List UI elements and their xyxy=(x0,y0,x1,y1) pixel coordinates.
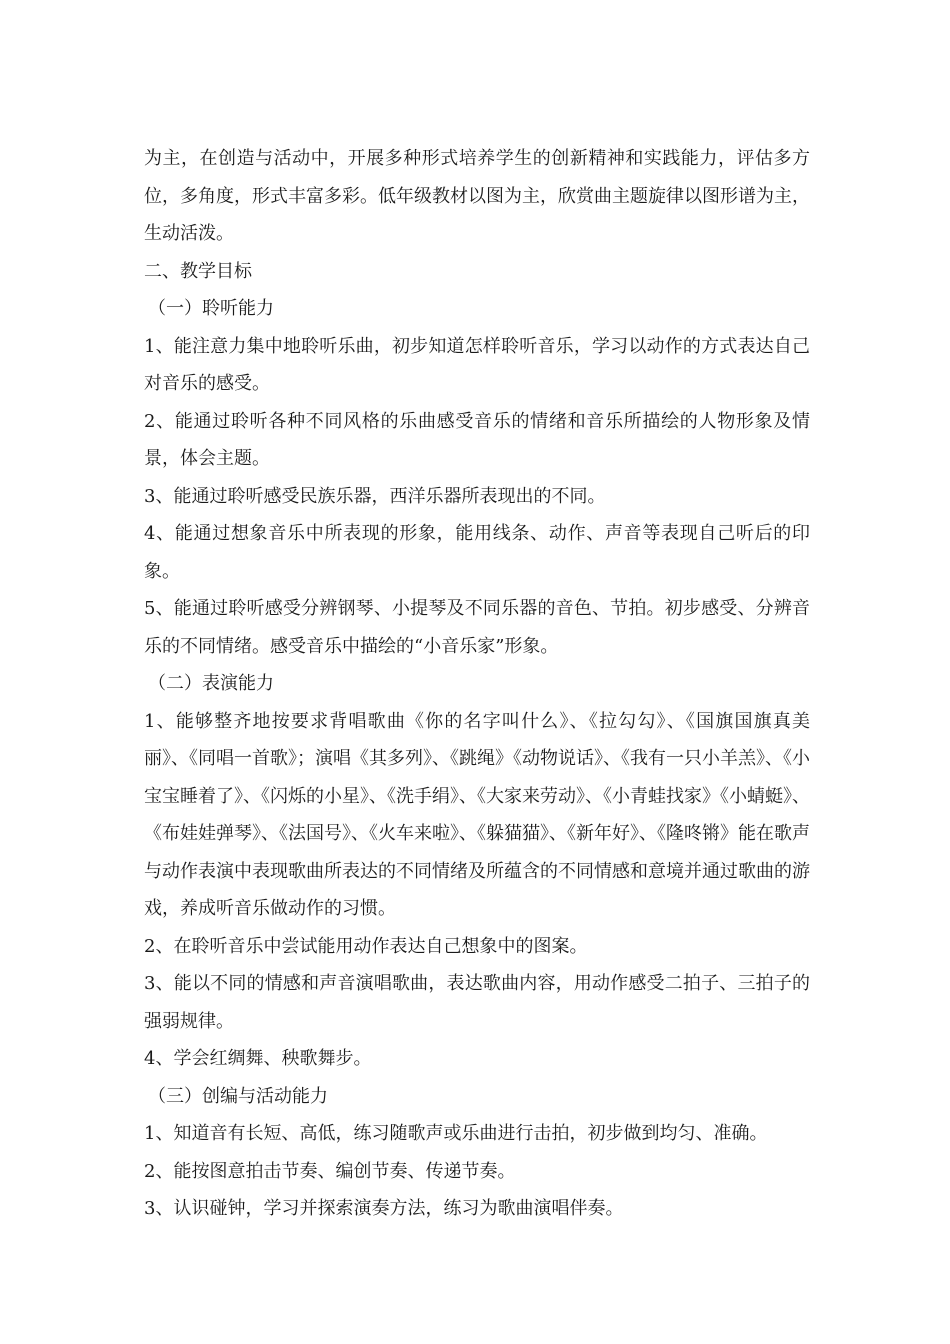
list-item: 5、能通过聆听感受分辨钢琴、小提琴及不同乐器的音色、节拍。初步感受、分辨音乐的不同情绪。感受音乐中描绘的“小音乐家”形象。 xyxy=(144,598,810,657)
heading-teaching-goals: 二、教学目标 xyxy=(144,260,252,282)
list-item: 1、能注意力集中地聆听乐曲，初步知道怎样聆听音乐，学习以动作的方式表达自己对音乐的感受。 xyxy=(144,335,810,394)
list-item: 3、能以不同的情感和声音演唱歌曲，表达歌曲内容，用动作感受二拍子、三拍子的强弱规律。 xyxy=(144,973,810,1032)
list-item: 4、学会红绸舞、秧歌舞步。 xyxy=(144,1048,372,1069)
list-item: 2、能通过聆听各种不同风格的乐曲感受音乐的情绪和音乐所描绘的人物形象及情景，体会主题。 xyxy=(144,410,810,469)
list-item: 1、知道音有长短、高低，练习随歌声或乐曲进行击拍，初步做到均匀、准确。 xyxy=(144,1123,768,1144)
subheading-performance: （二）表演能力 xyxy=(148,673,274,694)
list-item: 4、能通过想象音乐中所表现的形象，能用线条、动作、声音等表现自己听后的印象。 xyxy=(144,523,810,582)
list-item: 2、在聆听音乐中尝试能用动作表达自己想象中的图案。 xyxy=(144,935,588,957)
list-item: 3、认识碰钟，学习并探索演奏方法，练习为歌曲演唱伴奏。 xyxy=(144,1198,624,1219)
list-item: 2、能按图意拍击节奏、编创节奏、传递节奏。 xyxy=(144,1160,516,1182)
list-item: 1、能够整齐地按要求背唱歌曲《你的名字叫什么》、《拉勾勾》、《国旗国旗真美丽》、《同唱一首歌》；演唱《其多列》、《跳绳》《动物说话》、《我有一只小羊羔》、《小宝宝睡着了》、《闪烁的小星》、《洗手绢》、《大家来劳动》、《小青蛙找家》《小蜻蜓》、《布娃娃弹琴》、《法国号》、《火车来啦》、《躲猫猫》、《新年好》、《隆咚锵》能在歌声与动作表演中表现歌曲所表达的不同情绪及所蕴含的不同情感和意境并通过歌曲的游戏，养成听音乐做动作的习惯。 xyxy=(144,710,810,919)
paragraph-intro: 为主，在创造与活动中，开展多种形式培养学生的创新精神和实践能力，评估多方位，多角度，形式丰富多彩。低年级教材以图为主，欣赏曲主题旋律以图形谱为主，生动活泼。 xyxy=(144,148,810,244)
subheading-listening: （一）聆听能力 xyxy=(148,298,274,319)
subheading-creation-activity: （三）创编与活动能力 xyxy=(148,1085,328,1107)
document-body xyxy=(144,140,810,1228)
list-item: 3、能通过聆听感受民族乐器，西洋乐器所表现出的不同。 xyxy=(144,485,606,507)
